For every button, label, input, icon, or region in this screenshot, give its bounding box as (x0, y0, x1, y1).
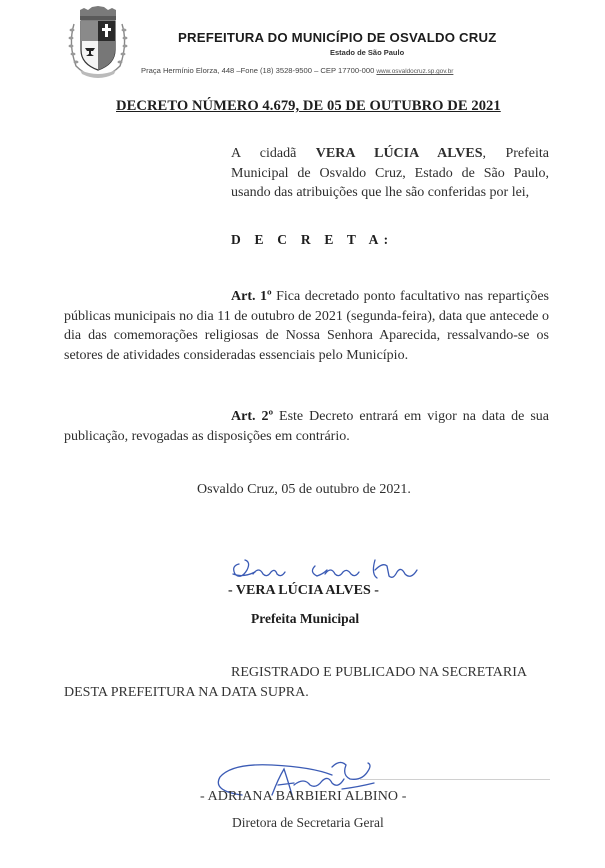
decreta-heading: D E C R E T A: (231, 232, 394, 247)
article-1-label: Art. 1º (231, 289, 272, 304)
coat-of-arms-icon (66, 4, 130, 80)
signatory-2-name: - ADRIANA BARBIERI ALBINO - (200, 789, 407, 804)
article-1-text: Fica decretado ponto facultativo nas repartições públicas municipais no dia 11 de outubro de 2021 (segunda-feira), data que antecede o dia das comemorações religiosas de Nossa Senhora Aparecida, ressalvando-se os setores de atividades consideradas essenciais pelo Município. (64, 289, 549, 363)
dateline: Osvaldo Cruz, 05 de outubro de 2021. (197, 482, 411, 497)
registration-note (64, 663, 549, 702)
signatory-1-name: - VERA LÚCIA ALVES - (228, 583, 379, 598)
preamble-line-2: Municipal de Osvaldo Cruz, Estado de São Paulo, (231, 165, 549, 181)
preamble-line-3: usando das atribuições que lhe são conferidas por lei, (231, 185, 530, 200)
registration-line-2: DESTA PREFEITURA NA DATA SUPRA. (64, 684, 309, 700)
article-1 (64, 287, 549, 365)
registration-line-1: REGISTRADO E PUBLICADO NA SECRETARIA (231, 665, 528, 680)
article-2-text: Este Decreto entrará em vigor na data de sua publicação, revogadas as disposições em contrário. (64, 409, 550, 444)
signatory-1-role: Prefeita Municipal (251, 611, 360, 626)
institution-address (141, 66, 453, 75)
article-2 (64, 407, 549, 446)
website-link[interactable]: www.osvaldocruz.sp.gov.br (376, 68, 454, 75)
preamble-line-1 (231, 144, 549, 164)
institution-title: PREFEITURA DO MUNICÍPIO DE OSVALDO CRUZ (178, 30, 497, 45)
preamble-suffix: , Prefeita (482, 146, 550, 161)
signatory-2-role: Diretora de Secretaria Geral (232, 815, 384, 830)
mayor-name: VERA LÚCIA ALVES (315, 146, 483, 161)
institution-state: Estado de São Paulo (330, 48, 405, 57)
article-2-label: Art. 2º (231, 409, 274, 424)
decree-title: DECRETO NÚMERO 4.679, DE 05 DE OUTUBRO DE 2021 (116, 98, 501, 114)
address-text: Praça Hermínio Elorza, 448 –Fone (18) 3528-9500 – CEP 17700-000 (141, 66, 377, 75)
preamble (231, 144, 549, 203)
preamble-prefix: A cidadã (231, 146, 316, 161)
